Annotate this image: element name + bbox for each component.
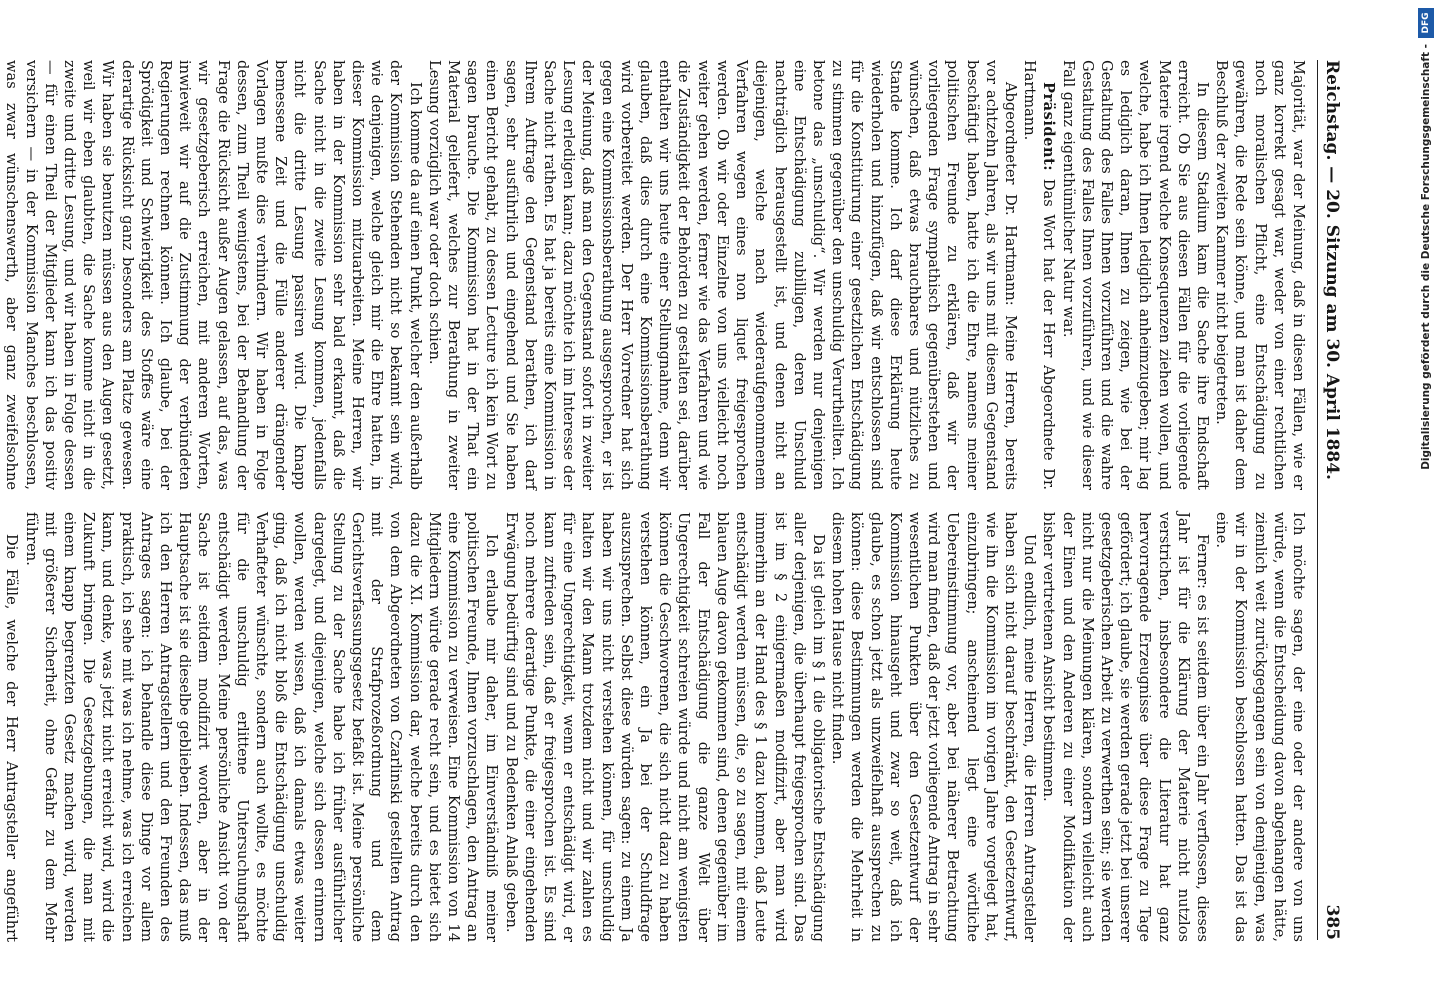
paragraph [0, 512, 21, 942]
paragraph [1212, 60, 1308, 490]
paragraph [828, 512, 1039, 942]
paragraph-text: Majorität, war der Meinung, daß in diesen Fällen, wie er ganz korrekt gesagt war, weder von einer rechtlichen noch moralischen Pflicht, eine Entschädigung zu gewähren, die Rede sein könne, und man ist daher dem Beschluß der zweiten Kammer nicht beigetreten. [1213, 60, 1307, 490]
paragraph [0, 60, 425, 490]
paragraph [1212, 512, 1308, 942]
speaker-label: Präsident: [1040, 82, 1058, 172]
paragraph [21, 512, 501, 942]
paragraph-text: Das Wort hat der Herr Abgeordnete Dr. Hartmann. [1021, 60, 1058, 490]
paragraph-text: Ich komme da auf einen Punkt, welcher den außerhalb der Kommission Stehenden nicht so bekannt sein wird, wie denjenigen, welche gleich mir die Ehre hatten, in dieser Kommission mitzuarbeiten. Meine Herren, wir haben in der Kommission sehr bald erkannt, daß die Sache nicht in die zweite Lesung kommen, jedenfalls nicht die dritte Lesung passiren wird. Die knapp bemessene Zeit und die Fülle anderer drängender Vorlagen mußte dies verhindern. Wir haben in Folge dessen, zum Theil wenigstens, bei der Behandlung der Frage die Rücksicht außer Augen gelassen, auf das, was wir gesetzgeberisch erreichen, mit anderen Worten, inwieweit wir auf die Zustimmung der verbündeten Regierungen rechnen können. Ich glaube, bei der Sprödigkeit und Schwierigkeit des Stoffes wäre eine derartige Rücksicht ganz besonders am Platze gewesen. Wir haben sie benutzen müssen aus den Augen gesetzt, weil wir eben glaubten, die Sache komme nicht in die zweite und dritte Lesung, und wir haben in Folge dessen — für einen Theil der Mitglieder kann ich das positiv versichern — in der Kommission Manches beschlossen, was zwar wünschenswerth, aber ganz zweifelsohne [3, 60, 424, 490]
paragraph [1058, 60, 1212, 490]
page-number: 385 [1322, 904, 1342, 940]
watermark-text: Digitalisierung gefördert durch die Deutsche Forschungsgemeinschaft - [1420, 44, 1432, 470]
rotated-page [3, 0, 1412, 1000]
paragraph-text: In diesem Stadium kam die Sache ihre Endschaft erreicht. Ob Sie aus diesen Fällen für die vorliegende Materie irgend welche Konsequenzen ziehen wollen, und welche, habe ich Ihnen lediglich anheimzugeben; mir lag es lediglich daran, Ihnen zu zeigen, wie bei der Gestaltung des Falles Ihnen vorzuführen und die wahre Gestaltung des Falles Ihnen vorzuführen, und wie dieser Fall ganz eigenthümlicher Natur war. [1059, 60, 1211, 490]
dfg-watermark [1418, 4, 1434, 999]
paragraph [425, 60, 1020, 490]
paragraph-text: Ferner: es ist seitdem über ein Jahr verflossen, dieses Jahr ist für die Klärung der Materie nicht nutzlos verstrichen, insbesondere die Literatur hat ganz hervorragende Erzeugnisse über diese Frage zu Tage gefördert; ich glaube, sie werden gerade jetzt bei unserer gesetzgeberischen Arbeit zu verwerthen sein; sie werden nicht nur die Meinungen klären, sondern vielleicht auch der Einen und den Anderen zu einer Modifikation der bisher vertretenen Ansicht bestimmen. [1040, 512, 1211, 942]
text-column-right [3, 512, 1308, 942]
paragraph-text: Ich möchte sagen, der eine oder der andere von uns würde, wenn die Entscheidung davon abgehangen hätte, ziemlich weit zurückgegangen sein von demjenigen, was wir in der Kommission beschlossen hatten. Das ist das eine. [1213, 512, 1307, 942]
paragraph [1039, 512, 1212, 942]
dfg-logo-label: DFG [1421, 12, 1431, 34]
paragraph-text: Die Fälle, welche der Herr Antragsteller angeführt [3, 534, 21, 942]
header-title: Reichstag. — 20. Sitzung am 30. April 1884. [1322, 60, 1342, 480]
paragraph-text: Ich erlaube mir daher, im Einverständniß meiner politischen Freunde, Ihnen vorzuschlagen, den Antrag an eine Kommission zu verweisen. Eine Kommission von 14 Mitgliedern würde gerade recht sein, und es bietet sich dazu die XI. Kommission dar, welche bereits durch den von dem Abgeordneten von Czarlinski gestellten Antrag mit der Strafprozeßordnung und dem Gerichtsverfassungsgesetz befaßt ist. Meine persönliche Stellung zu der Sache habe ich früher ausführlicher dargelegt, und diejenigen, welche sich dessen erinnern wollen, werden wissen, daß ich damals etwas weiter ging, daß ich nicht bloß die Entschädigung unschuldig Verhafteter wünschte, sondern auch wollte, es möchte für die unschuldig erlittene Untersuchungshaft entschädigt werden. Meine persönliche Ansicht von der Sache ist seitdem modifizirt worden, aber in der Hauptsache ist sie dieselbe geblieben. Indessen, das muß ich den Herren Antragstellern und den Freunden des Antrages sagen: ich behandle diese Dinge vor allem praktisch, ich sehe mit was ich nehme, was ich erreichen kann, und denke, was jetzt nicht erreicht wird, wird die Zukunft bringen. Die Gesetzgebungen, die man mit einem knapp begrenzten Gesetz machen wird, werden mit größerer Sicherheit, ohne Gefahr zu dem Mehr führen. [22, 512, 501, 942]
paragraph-text: Abgeordneter Dr. Hartmann: Meine Herren, bereits vor achtzehn Jahren, als wir uns mit diesem Gegenstand beschäftigt haben, hatte ich die Ehre, namens meiner politischen Freunde zu erklären, daß wir der vorliegenden Frage sympathisch gegenüberstehen und wünschen, daß etwas brauchbares und nützliches zu Stande komme. Ich darf diese Erklärung heute wiederholen und hinzufügen, daß wir entschlossen sind für die Konstituirung einer gesetzlichen Entschädigung zu stimmen gegenüber den unschuldig Verurtheilten. Ich betone das „unschuldig“. Wir werden nur denjenigen eine Entschädigung zubilligen, deren Unschuld nachträglich herausgestellt ist, und denen nicht an diejenigen, welche nach wiederaufgenommenem Verfahren wegen eines non liquet freigesprochen werden. Ob wir oder Einzelne von uns vielleicht noch weiter gehen werden, ferner wie das Verfahren und wie die Zuständigkeit der Behörden zu gestalten sei, darüber enthalten wir uns heute einer Stellungnahme, denn wir glauben, daß dies durch eine Kommissionsberathung wird vorbereitet werden. Der Herr Vorredner hat sich gegen eine Kommissionsberathung ausgesprochen, er ist der Meinung, daß man den Gegenstand sofort in zweiter Lesung erledigen kann; dazu möchte ich im Interesse der Sache nicht rathen. Es hat ja bereits eine Kommission in Ihrem Auftrage den Gegenstand berathen, ich darf sagen, sehr ausführlich und eingehend und Sie haben einen Bericht gehabt, zu dessen Lecture ich kein Wort zu sagen brauche. Die Kommission hat in der That ein Material geliefert, welches zur Berathung in zweiter Lesung vorzüglich war oder doch schien. [425, 60, 1019, 490]
paragraph-text: Und endlich, meine Herren, die Herren Antragsteller haben sich nicht darauf beschränkt, den Gesetzentwurf, wie ihn die Kommission im vorigen Jahre vorgelegt hat, einzubringen; anscheinend liegt eine wörtliche Uebereinstimmung vor, aber bei näherer Betrachtung wird man finden, daß der jetzt vorliegende Antrag in sehr wesentlichen Punkten über den Gesetzentwurf der Kommission hinausgeht und zwar so weit, daß ich glaube, es schon jetzt als unzweifelhaft aussprechen zu können: diese Bestimmungen werden die Mehrheit in diesem hohen Hause nicht finden. [829, 512, 1039, 942]
paragraph-text: Da ist gleich im § 1 die obligatorische Entschädigung aller derjenigen, die überhaupt freigesprochen sind. Das ist im § 2 einigermaßen modifizirt, aber man wird immerhin an der Hand des § 1 dazu kommen, daß Leute entschädigt werden müssen, die, so zu sagen, mit einem blauen Auge davon gekommen sind, denen gegenüber im Fall der Entschädigung die ganze Welt über Ungerechtigkeit schreien würde und nicht am wenigsten können die Geschworenen, die sich nicht dazu zu haben verstehen können, ein Ja bei der Schuldfrage auszusprechen. Selbst diese würden sagen: zu einem Ja haben wir uns nicht verstehen können, für unschuldig halten wir den Mann trotzdem nicht und wir zahlen es für eine Ungerechtigkeit, wenn er entschädigt wird, er kann zufrieden sein, daß er freigesprochen ist. Es sind noch mehrere derartige Punkte, die einer eingehenden Erwägung bedürftig sind und zu Bedenken Anlaß geben. [502, 512, 827, 942]
paragraph [501, 512, 827, 942]
text-column-left [3, 60, 1308, 490]
dfg-logo-icon [1418, 8, 1434, 38]
paragraph [1020, 60, 1058, 490]
page-header [1317, 60, 1342, 940]
